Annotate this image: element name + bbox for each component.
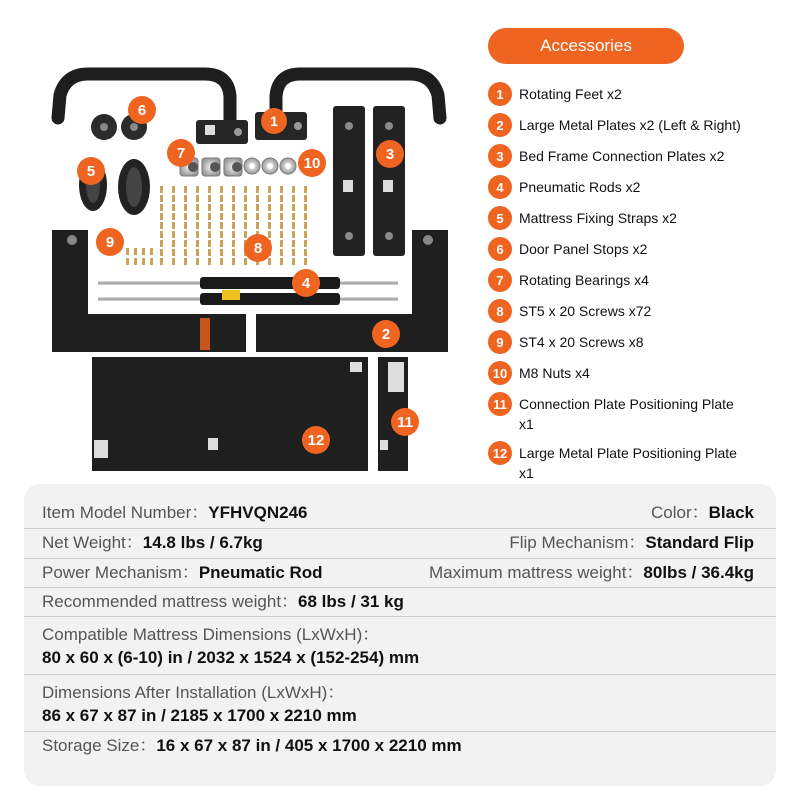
item-label: Rotating Bearings x4 bbox=[519, 272, 649, 288]
screw bbox=[172, 240, 175, 247]
screw-small bbox=[134, 258, 137, 265]
screw bbox=[160, 231, 163, 238]
list-item bbox=[488, 175, 788, 199]
screw bbox=[196, 240, 199, 247]
screw bbox=[220, 186, 223, 193]
screw bbox=[268, 195, 271, 202]
large-metal-plate-positioning-plate bbox=[92, 357, 368, 471]
screw bbox=[256, 204, 259, 211]
spec-row-model bbox=[24, 498, 776, 529]
screw bbox=[184, 222, 187, 229]
storage-value: 16 x 67 x 87 in / 405 x 1700 x 2210 mm bbox=[156, 736, 462, 755]
part-badge-12: 12 bbox=[302, 426, 330, 454]
screw bbox=[208, 204, 211, 211]
screw bbox=[244, 186, 247, 193]
item-label: Rotating Feet x2 bbox=[519, 86, 622, 102]
screw bbox=[244, 195, 247, 202]
part-badge-10: 10 bbox=[298, 149, 326, 177]
screw bbox=[184, 249, 187, 256]
parts-illustration bbox=[0, 0, 470, 480]
list-item bbox=[488, 144, 788, 168]
list-item bbox=[488, 361, 788, 385]
item-label: Large Metal Plate Positioning Plate x1 bbox=[519, 445, 737, 481]
spec-row-compatible bbox=[24, 616, 776, 675]
screw bbox=[160, 240, 163, 247]
screw-small bbox=[126, 258, 129, 265]
screw bbox=[160, 186, 163, 193]
item-number: 1 bbox=[488, 82, 512, 106]
screw bbox=[292, 249, 295, 256]
screw bbox=[280, 186, 283, 193]
screw bbox=[184, 258, 187, 265]
item-number: 7 bbox=[488, 268, 512, 292]
screw bbox=[160, 222, 163, 229]
part-badge-11: 11 bbox=[391, 408, 419, 436]
screw bbox=[280, 195, 283, 202]
weight-label: Net Weight： bbox=[42, 533, 143, 552]
screw bbox=[280, 258, 283, 265]
power-value: Pneumatic Rod bbox=[198, 563, 323, 582]
recommended-weight-value: 68 lbs / 31 kg bbox=[298, 592, 404, 611]
flip-value: Standard Flip bbox=[645, 533, 754, 552]
spec-row-after-install bbox=[24, 674, 776, 732]
item-number: 12 bbox=[488, 441, 512, 465]
spec-table bbox=[24, 484, 776, 786]
screw bbox=[232, 195, 235, 202]
screw bbox=[196, 213, 199, 220]
accessories-list bbox=[488, 82, 788, 490]
storage-label: Storage Size： bbox=[42, 736, 157, 755]
screw bbox=[208, 195, 211, 202]
screw bbox=[220, 240, 223, 247]
flip-label: Flip Mechanism： bbox=[509, 533, 646, 552]
screw bbox=[304, 240, 307, 247]
screw bbox=[304, 222, 307, 229]
screw bbox=[232, 204, 235, 211]
screw bbox=[208, 222, 211, 229]
screw bbox=[268, 258, 271, 265]
screw bbox=[232, 249, 235, 256]
screw bbox=[292, 240, 295, 247]
screw bbox=[184, 231, 187, 238]
screw bbox=[244, 231, 247, 238]
screw bbox=[220, 222, 223, 229]
screw bbox=[268, 186, 271, 193]
screw bbox=[220, 213, 223, 220]
item-number: 8 bbox=[488, 299, 512, 323]
item-number: 5 bbox=[488, 206, 512, 230]
item-label: Connection Plate Positioning Plate x1 bbox=[519, 396, 734, 432]
item-label: Large Metal Plates x2 (Left & Right) bbox=[519, 117, 741, 133]
part-badge-5: 5 bbox=[77, 157, 105, 185]
screw bbox=[292, 204, 295, 211]
part-badge-3: 3 bbox=[376, 140, 404, 168]
m8-nuts bbox=[244, 158, 296, 174]
part-badge-8: 8 bbox=[244, 234, 272, 262]
screw bbox=[208, 231, 211, 238]
after-install-label: Dimensions After Installation (LxWxH)： bbox=[42, 683, 345, 702]
list-item bbox=[488, 237, 788, 261]
screw bbox=[304, 186, 307, 193]
part-badge-1: 1 bbox=[261, 108, 287, 134]
screw bbox=[196, 222, 199, 229]
recommended-weight-label: Recommended mattress weight： bbox=[42, 592, 299, 611]
screw bbox=[160, 213, 163, 220]
screw bbox=[232, 240, 235, 247]
screw bbox=[172, 258, 175, 265]
screw bbox=[220, 195, 223, 202]
screw bbox=[292, 258, 295, 265]
spec-row-power bbox=[24, 558, 776, 588]
screw bbox=[280, 204, 283, 211]
item-label: Mattress Fixing Straps x2 bbox=[519, 210, 677, 226]
screw bbox=[208, 186, 211, 193]
screw bbox=[232, 222, 235, 229]
screw bbox=[196, 231, 199, 238]
spec-row-weight bbox=[24, 528, 776, 559]
compatible-label: Compatible Mattress Dimensions (LxWxH)： bbox=[42, 625, 380, 644]
screw bbox=[256, 186, 259, 193]
item-number: 3 bbox=[488, 144, 512, 168]
screw bbox=[208, 258, 211, 265]
item-number: 10 bbox=[488, 361, 512, 385]
item-label: Bed Frame Connection Plates x2 bbox=[519, 148, 725, 164]
screw bbox=[172, 249, 175, 256]
screw bbox=[292, 231, 295, 238]
screw bbox=[292, 195, 295, 202]
screw bbox=[268, 222, 271, 229]
list-item bbox=[488, 113, 788, 137]
list-item bbox=[488, 268, 788, 292]
model-label: Item Model Number： bbox=[42, 503, 209, 522]
screw bbox=[184, 240, 187, 247]
screw-small bbox=[134, 248, 137, 255]
screw bbox=[172, 204, 175, 211]
bed-frame-connection-plates bbox=[333, 106, 405, 256]
screw-small bbox=[150, 248, 153, 255]
item-number: 2 bbox=[488, 113, 512, 137]
screw bbox=[160, 195, 163, 202]
screw bbox=[232, 213, 235, 220]
screw bbox=[208, 213, 211, 220]
screw bbox=[280, 231, 283, 238]
screw bbox=[304, 249, 307, 256]
color-value: Black bbox=[708, 503, 754, 522]
screw bbox=[172, 222, 175, 229]
item-number: 6 bbox=[488, 237, 512, 261]
screw bbox=[220, 204, 223, 211]
max-weight-value: 80lbs / 36.4kg bbox=[643, 563, 754, 582]
part-badge-6: 6 bbox=[128, 96, 156, 124]
screw bbox=[256, 213, 259, 220]
screw bbox=[160, 204, 163, 211]
screw bbox=[280, 213, 283, 220]
screw bbox=[232, 258, 235, 265]
item-label: ST4 x 20 Screws x8 bbox=[519, 334, 644, 350]
screw bbox=[292, 222, 295, 229]
screw bbox=[196, 204, 199, 211]
screw bbox=[244, 213, 247, 220]
item-number: 11 bbox=[488, 392, 512, 416]
item-label: M8 Nuts x4 bbox=[519, 365, 590, 381]
item-number: 4 bbox=[488, 175, 512, 199]
screw bbox=[256, 195, 259, 202]
model-value: YFHVQN246 bbox=[208, 503, 308, 522]
screw bbox=[196, 249, 199, 256]
screw-small bbox=[142, 258, 145, 265]
screw bbox=[172, 186, 175, 193]
screw bbox=[232, 231, 235, 238]
st4-screws bbox=[126, 248, 153, 265]
screw-small bbox=[126, 248, 129, 255]
screw bbox=[268, 204, 271, 211]
screw bbox=[184, 186, 187, 193]
screw bbox=[208, 240, 211, 247]
screw bbox=[280, 222, 283, 229]
screw bbox=[196, 186, 199, 193]
part-badge-4: 4 bbox=[292, 269, 320, 297]
screw bbox=[220, 258, 223, 265]
item-label: Pneumatic Rods x2 bbox=[519, 179, 641, 195]
item-label: Door Panel Stops x2 bbox=[519, 241, 648, 257]
screw bbox=[256, 222, 259, 229]
screw bbox=[172, 231, 175, 238]
screw bbox=[196, 195, 199, 202]
pneumatic-rods bbox=[98, 277, 398, 305]
screw bbox=[304, 231, 307, 238]
list-item bbox=[488, 206, 788, 230]
screw bbox=[244, 222, 247, 229]
screw bbox=[160, 258, 163, 265]
list-item bbox=[488, 330, 788, 354]
screw bbox=[244, 258, 247, 265]
spec-row-storage bbox=[24, 731, 776, 761]
screw bbox=[304, 195, 307, 202]
screw bbox=[304, 204, 307, 211]
screw bbox=[160, 249, 163, 256]
screw bbox=[232, 186, 235, 193]
part-badge-9: 9 bbox=[96, 228, 124, 256]
screw bbox=[208, 249, 211, 256]
item-label: ST5 x 20 Screws x72 bbox=[519, 303, 652, 319]
list-item bbox=[488, 82, 788, 106]
screw bbox=[196, 258, 199, 265]
after-install-value: 86 x 67 x 87 in / 2185 x 1700 x 2210 mm bbox=[42, 706, 357, 725]
screw bbox=[172, 195, 175, 202]
screw-small bbox=[150, 258, 153, 265]
power-label: Power Mechanism： bbox=[42, 563, 199, 582]
st5-screws bbox=[160, 186, 307, 265]
screw bbox=[304, 213, 307, 220]
weight-value: 14.8 lbs / 6.7kg bbox=[142, 533, 263, 552]
screw bbox=[280, 249, 283, 256]
screw bbox=[220, 231, 223, 238]
screw bbox=[268, 231, 271, 238]
screw bbox=[280, 240, 283, 247]
compatible-value: 80 x 60 x (6-10) in / 2032 x 1524 x (152-254) mm bbox=[42, 648, 420, 667]
screw-small bbox=[142, 248, 145, 255]
screw bbox=[184, 195, 187, 202]
list-item bbox=[488, 299, 788, 323]
screw bbox=[184, 204, 187, 211]
screw bbox=[292, 213, 295, 220]
list-item bbox=[488, 392, 788, 434]
screw bbox=[172, 213, 175, 220]
color-label: Color： bbox=[651, 503, 709, 522]
screw bbox=[244, 204, 247, 211]
screw bbox=[304, 258, 307, 265]
accessories-title: Accessories bbox=[488, 28, 684, 64]
list-item bbox=[488, 441, 788, 483]
screw bbox=[268, 213, 271, 220]
screw bbox=[184, 213, 187, 220]
max-weight-label: Maximum mattress weight： bbox=[428, 563, 644, 582]
part-badge-2: 2 bbox=[372, 320, 400, 348]
spec-row-recommended bbox=[24, 587, 776, 617]
item-number: 9 bbox=[488, 330, 512, 354]
screw bbox=[292, 186, 295, 193]
screw bbox=[220, 249, 223, 256]
part-badge-7: 7 bbox=[167, 139, 195, 167]
